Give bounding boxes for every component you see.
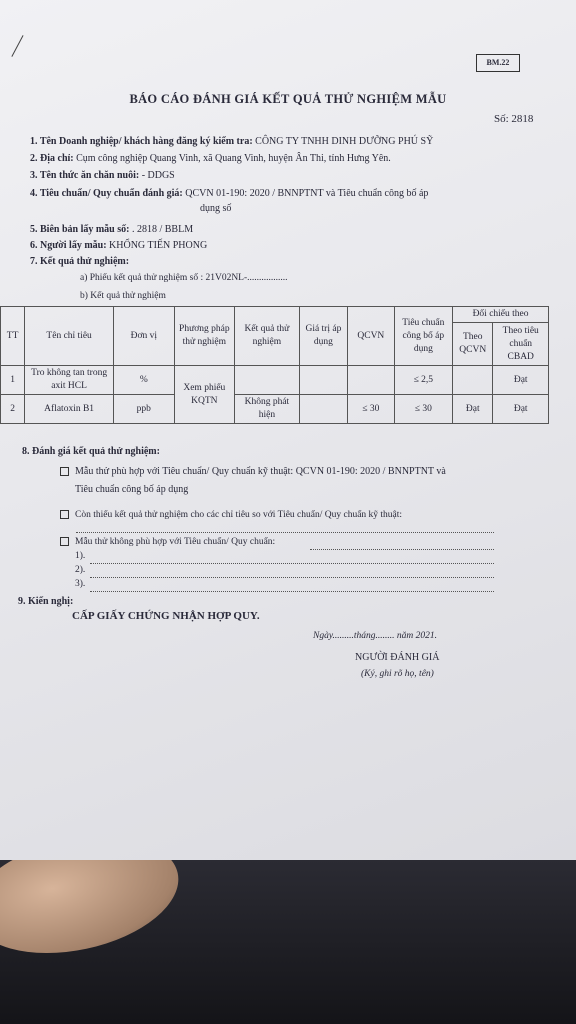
option-conforming: Mẫu thử phù hợp với Tiêu chuẩn/ Quy chuẩn kỹ thuật: QCVN 01-190: 2020 / BNNPTNT và — [60, 466, 446, 477]
form-code: BM.22 — [476, 54, 520, 72]
field-standard-cont: dụng số — [200, 203, 232, 214]
list-item: 3). — [75, 579, 86, 589]
header-qcvn: QCVN — [348, 307, 394, 366]
test-results-label: b) Kết quả thử nghiệm — [80, 291, 166, 301]
row2-by-cbad: Đạt — [493, 395, 549, 424]
row-method: Xem phiếu KQTN — [174, 366, 235, 424]
header-result: Kết quả thử nghiệm — [235, 307, 300, 366]
checkbox-missing[interactable] — [60, 510, 69, 519]
pen-mark — [11, 35, 23, 57]
header-compare: Đối chiếu theo — [453, 307, 549, 323]
row1-applied — [299, 366, 347, 395]
field-address: 2. Địa chỉ: Cụm công nghiệp Quang Vinh, xã Quang Vinh, huyện Ân Thi, tỉnh Hưng Yên. — [30, 153, 391, 164]
row1-standard: ≤ 2,5 — [394, 366, 453, 395]
row1-result — [235, 366, 300, 395]
dotted-line — [90, 576, 494, 578]
row2-result: Không phát hiện — [235, 395, 300, 424]
header-unit: Đơn vị — [114, 307, 175, 366]
header-tt: TT — [1, 307, 25, 366]
results-table — [0, 306, 549, 424]
row1-unit: % — [114, 366, 175, 395]
recommendation: CẤP GIẤY CHỨNG NHẬN HỢP QUY. — [72, 610, 260, 622]
row2-unit: ppb — [114, 395, 175, 424]
signer-title: NGƯỜI ĐÁNH GIÁ — [355, 652, 440, 663]
table-header-row — [1, 307, 549, 323]
option-nonconforming: Mẫu thử không phù hợp với Tiêu chuẩn/ Quy chuẩn: — [60, 537, 275, 547]
date-line: Ngày.........tháng........ năm 2021. — [313, 631, 438, 641]
row1-qcvn — [348, 366, 394, 395]
header-applied: Giá trị áp dụng — [299, 307, 347, 366]
header-method: Phương pháp thử nghiệm — [174, 307, 235, 366]
list-item: 2). — [75, 565, 86, 575]
report-number: Số: 2818 — [494, 113, 534, 125]
header-by-qcvn: Theo QCVN — [453, 323, 493, 366]
dotted-line — [76, 531, 494, 533]
row2-by-qcvn: Đạt — [453, 395, 493, 424]
field-feed-name: 3. Tên thức ăn chăn nuôi: - DDGS — [30, 170, 175, 181]
row2-applied — [299, 395, 347, 424]
table-row — [1, 366, 549, 395]
field-sampling-record: 5. Biên bản lấy mẫu số: . 2818 / BBLM — [30, 224, 194, 235]
checkbox-conforming[interactable] — [60, 467, 69, 476]
field-company: 1. Tên Doanh nghiệp/ khách hàng đăng ký kiểm tra: CÔNG TY TNHH DINH DƯỠNG PHÚ SỸ — [30, 136, 434, 147]
row1-tt: 1 — [1, 366, 25, 395]
row2-qcvn: ≤ 30 — [348, 395, 394, 424]
row1-by-cbad: Đạt — [493, 366, 549, 395]
field-standard: 4. Tiêu chuẩn/ Quy chuẩn đánh giá: QCVN 01-190: 2020 / BNNPTNT và Tiêu chuẩn công bố áp — [30, 188, 429, 199]
row2-standard: ≤ 30 — [394, 395, 453, 424]
field-sampler: 6. Người lấy mẫu: KHỔNG TIẾN PHONG — [30, 240, 208, 251]
test-report-number: a) Phiếu kết quả thử nghiệm số : 21V02NL-................. — [80, 273, 288, 283]
header-name: Tên chỉ tiêu — [25, 307, 114, 366]
dotted-line — [310, 548, 494, 550]
dotted-line — [90, 562, 494, 564]
signer-note: (Ký, ghi rõ họ, tên) — [361, 669, 434, 679]
table-row — [1, 395, 549, 424]
header-by-cbad: Theo tiêu chuẩn CBAD — [493, 323, 549, 366]
row1-name: Tro không tan trong axit HCL — [25, 366, 114, 395]
row2-tt: 2 — [1, 395, 25, 424]
option-conforming-cont: Tiêu chuẩn công bố áp dụng — [75, 484, 189, 495]
document-title: BÁO CÁO ĐÁNH GIÁ KẾT QUẢ THỬ NGHIỆM MẪU — [129, 92, 447, 106]
row1-by-qcvn — [453, 366, 493, 395]
header-standard: Tiêu chuẩn công bố áp dụng — [394, 307, 453, 366]
section8-label: 8. Đánh giá kết quả thử nghiệm: — [22, 446, 160, 457]
checkbox-nonconforming[interactable] — [60, 537, 69, 546]
row2-name: Aflatoxin B1 — [25, 395, 114, 424]
section9-label: 9. Kiến nghị: — [18, 596, 74, 607]
field-test-results: 7. Kết quả thử nghiệm: — [30, 256, 130, 267]
list-item: 1). — [75, 551, 86, 561]
option-missing: Còn thiếu kết quả thử nghiệm cho các chỉ tiêu so với Tiêu chuẩn/ Quy chuẩn kỹ thuật: — [60, 510, 402, 520]
dotted-line — [90, 590, 494, 592]
